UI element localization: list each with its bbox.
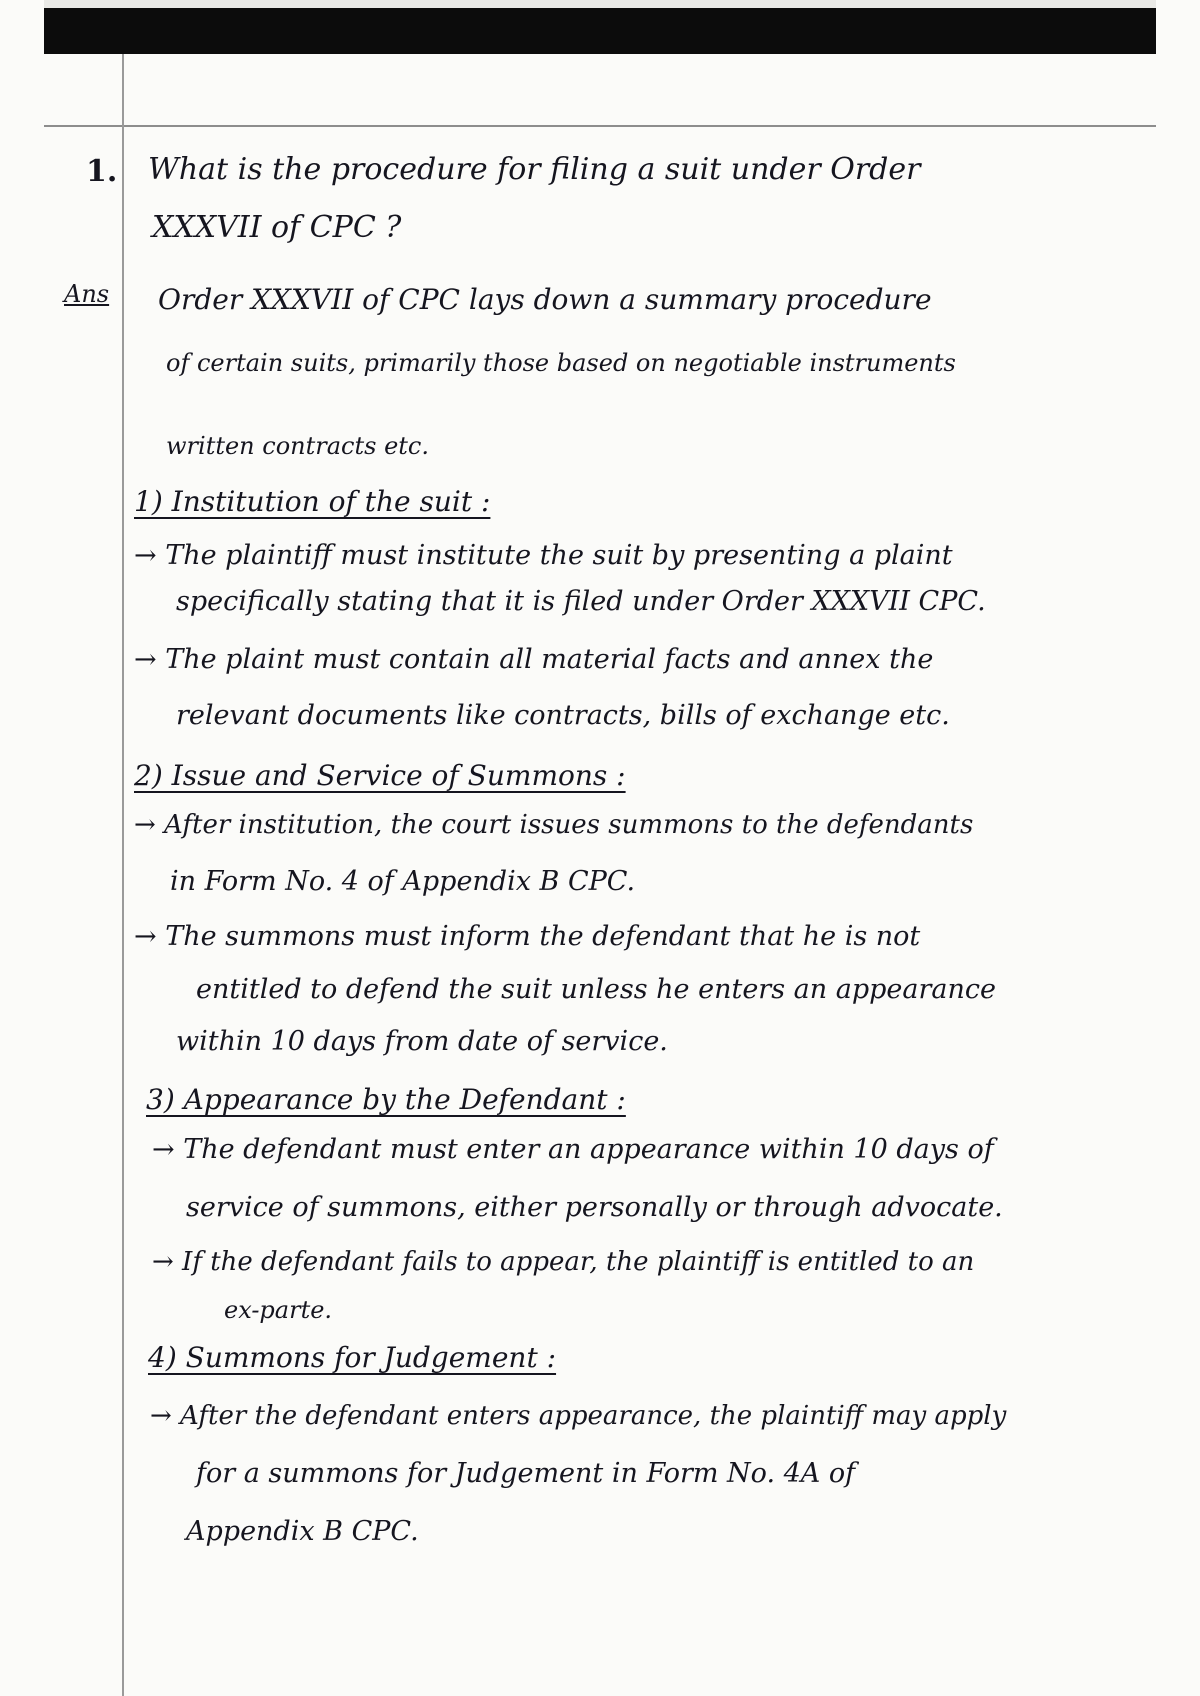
section-4-line-1: → After the defendant enters appearance, the plaintiff may apply (150, 1401, 1007, 1431)
section-1-heading: 1) Institution of the suit : (134, 485, 491, 518)
question-line-1: What is the procedure for filing a suit under Order (148, 152, 921, 187)
section-2-line-1: → After institution, the court issues summons to the defendants (134, 810, 974, 840)
question-number: 1. (86, 154, 118, 189)
answer-intro-line-2: of certain suits, primarily those based on negotiable instruments (166, 349, 956, 377)
header-rule (44, 125, 1156, 127)
section-1-line-3: → The plaint must contain all material facts and annex the (134, 644, 934, 675)
section-3-line-3: → If the defendant fails to appear, the plaintiff is entitled to an (152, 1247, 975, 1277)
top-paper-strip (44, 0, 1156, 8)
answer-intro-line-1: Order XXXVII of CPC lays down a summary procedure (158, 283, 932, 316)
section-3-line-1: → The defendant must enter an appearance within 10 days of (152, 1134, 994, 1165)
answer-label: Ans (64, 280, 110, 308)
margin-line (122, 54, 124, 1696)
top-black-band (44, 8, 1156, 54)
section-4-heading: 4) Summons for Judgement : (148, 1341, 557, 1374)
section-2-heading: 2) Issue and Service of Summons : (134, 759, 626, 792)
section-3-line-2: service of summons, either personally or through advocate. (186, 1192, 1003, 1223)
section-2-line-3: → The summons must inform the defendant that he is not (134, 921, 921, 952)
section-1-line-1: → The plaintiff must institute the suit by presenting a plaint (134, 540, 953, 571)
section-3-line-4: ex-parte. (224, 1296, 333, 1324)
section-3-heading: 3) Appearance by the Defendant : (146, 1083, 626, 1116)
section-1-line-4: relevant documents like contracts, bills of exchange etc. (176, 700, 950, 731)
section-4-line-3: Appendix B CPC. (186, 1516, 419, 1547)
question-line-2: XXXVII of CPC ? (152, 210, 402, 245)
section-2-line-2: in Form No. 4 of Appendix B CPC. (170, 866, 636, 897)
section-1-line-2: specifically stating that it is filed under Order XXXVII CPC. (176, 586, 986, 617)
section-2-line-4: entitled to defend the suit unless he enters an appearance (196, 974, 996, 1005)
section-4-line-2: for a summons for Judgement in Form No. 4A of (196, 1458, 856, 1489)
answer-intro-line-3: written contracts etc. (166, 432, 429, 460)
section-2-line-5: within 10 days from date of service. (176, 1026, 668, 1057)
